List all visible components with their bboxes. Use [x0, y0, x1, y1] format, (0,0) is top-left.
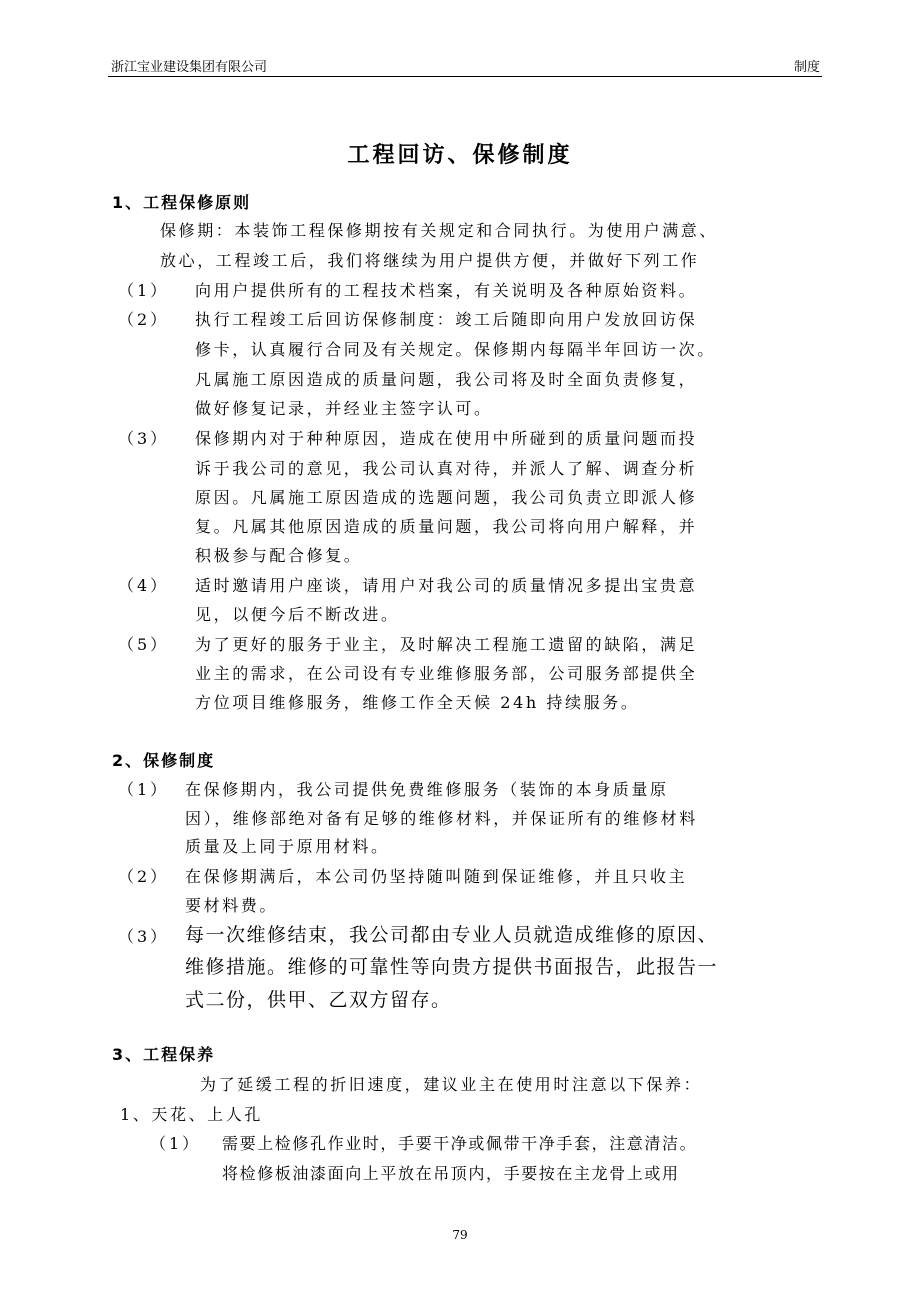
header-divider	[108, 76, 822, 77]
item-text-line: 要材料费。	[185, 896, 279, 915]
item-text-line: 每一次维修结束，我公司都由专业人员就造成维修的原因、	[185, 924, 719, 946]
item-text-line: 见，以便今后不断改进。	[195, 605, 400, 624]
item-text-line: 为了更好的服务于业主，及时解决工程施工遗留的缺陷，满足	[195, 635, 698, 654]
item-text-line: 在保修期满后，本公司仍坚持随叫随到保证维修，并且只收主	[185, 867, 688, 886]
item-text-line: 向用户提供所有的工程技术档案，有关说明及各种原始资料。	[195, 281, 698, 300]
item-text-line: 需要上检修孔作业时，手要干净或佩带干净手套，注意清洁。	[222, 1134, 698, 1153]
item-text-line: 将检修板油漆面向上平放在吊顶内，手要按在主龙骨上或用	[222, 1164, 680, 1183]
item-text-line: 质量及上同于原用材料。	[185, 837, 390, 856]
page-number: 79	[452, 1228, 468, 1242]
item-text-line: 原因。凡属施工原因造成的选题问题，我公司负责立即派人修	[195, 488, 698, 507]
header-section: 制度	[793, 60, 820, 75]
item-text-line: 凡属施工原因造成的质量问题，我公司将及时全面负责修复，	[195, 370, 698, 389]
company-name: 浙江宝业建设集团有限公司	[111, 60, 268, 75]
item-number: （5）	[118, 635, 170, 654]
item-text-line: 积极参与配合修复。	[195, 546, 363, 565]
section-3-subheading: 1、天花、上人孔	[120, 1105, 263, 1124]
item-text-line: 复。凡属其他原因造成的质量问题，我公司将向用户解释，并	[195, 517, 698, 536]
item-text-line: 诉于我公司的意见，我公司认真对待，并派人了解、调查分析	[195, 459, 698, 478]
item-text-line: 执行工程竣工后回访保修制度：竣工后随即向用户发放回访保	[195, 310, 698, 329]
item-number: （4）	[118, 576, 170, 595]
item-text-line: 业主的需求，在公司设有专业维修服务部，公司服务部提供全	[195, 664, 698, 683]
item-number: （1）	[118, 281, 170, 300]
item-text-line: 在保修期内，我公司提供免费维修服务（装饰的本身质量原	[185, 780, 669, 799]
item-text-line: 方位项目维修服务，维修工作全天候 24h 持续服务。	[195, 693, 640, 712]
section-3-intro: 为了延缓工程的折旧速度，建议业主在使用时注意以下保养：	[200, 1075, 703, 1094]
item-number: （1）	[118, 780, 170, 799]
item-text-line: 保修期内对于种种原因，造成在使用中所碰到的质量问题而投	[195, 429, 698, 448]
section-1-heading: 1、工程保修原则	[112, 193, 252, 212]
document-title: 工程回访、保修制度	[347, 143, 573, 168]
item-text-line: 修卡，认真履行合同及有关规定。保修期内每隔半年回访一次。	[195, 340, 716, 359]
item-text-line: 维修措施。维修的可靠性等向贵方提供书面报告，此报告一	[185, 956, 719, 978]
item-number: （2）	[118, 867, 170, 886]
item-number: （3）	[118, 429, 170, 448]
item-text-line: 因），维修部绝对备有足够的维修材料，并保证所有的维修材料	[185, 809, 698, 828]
section-1-intro-line: 保修期：本装饰工程保修期按有关规定和合同执行。为使用户满意、	[160, 221, 719, 240]
item-number: （1）	[150, 1134, 202, 1153]
item-text-line: 做好修复记录，并经业主签字认可。	[195, 399, 493, 418]
section-1-intro-line: 放心，工程竣工后，我们将继续为用户提供方便，并做好下列工作	[160, 251, 700, 270]
item-text-line: 适时邀请用户座谈，请用户对我公司的质量情况多提出宝贵意	[195, 576, 698, 595]
section-3-heading: 3、工程保养	[112, 1045, 216, 1064]
item-text-line: 式二份，供甲、乙双方留存。	[185, 989, 452, 1011]
item-number: （2）	[118, 310, 170, 329]
item-number: （3）	[118, 927, 170, 946]
section-2-heading: 2、保修制度	[112, 751, 216, 770]
